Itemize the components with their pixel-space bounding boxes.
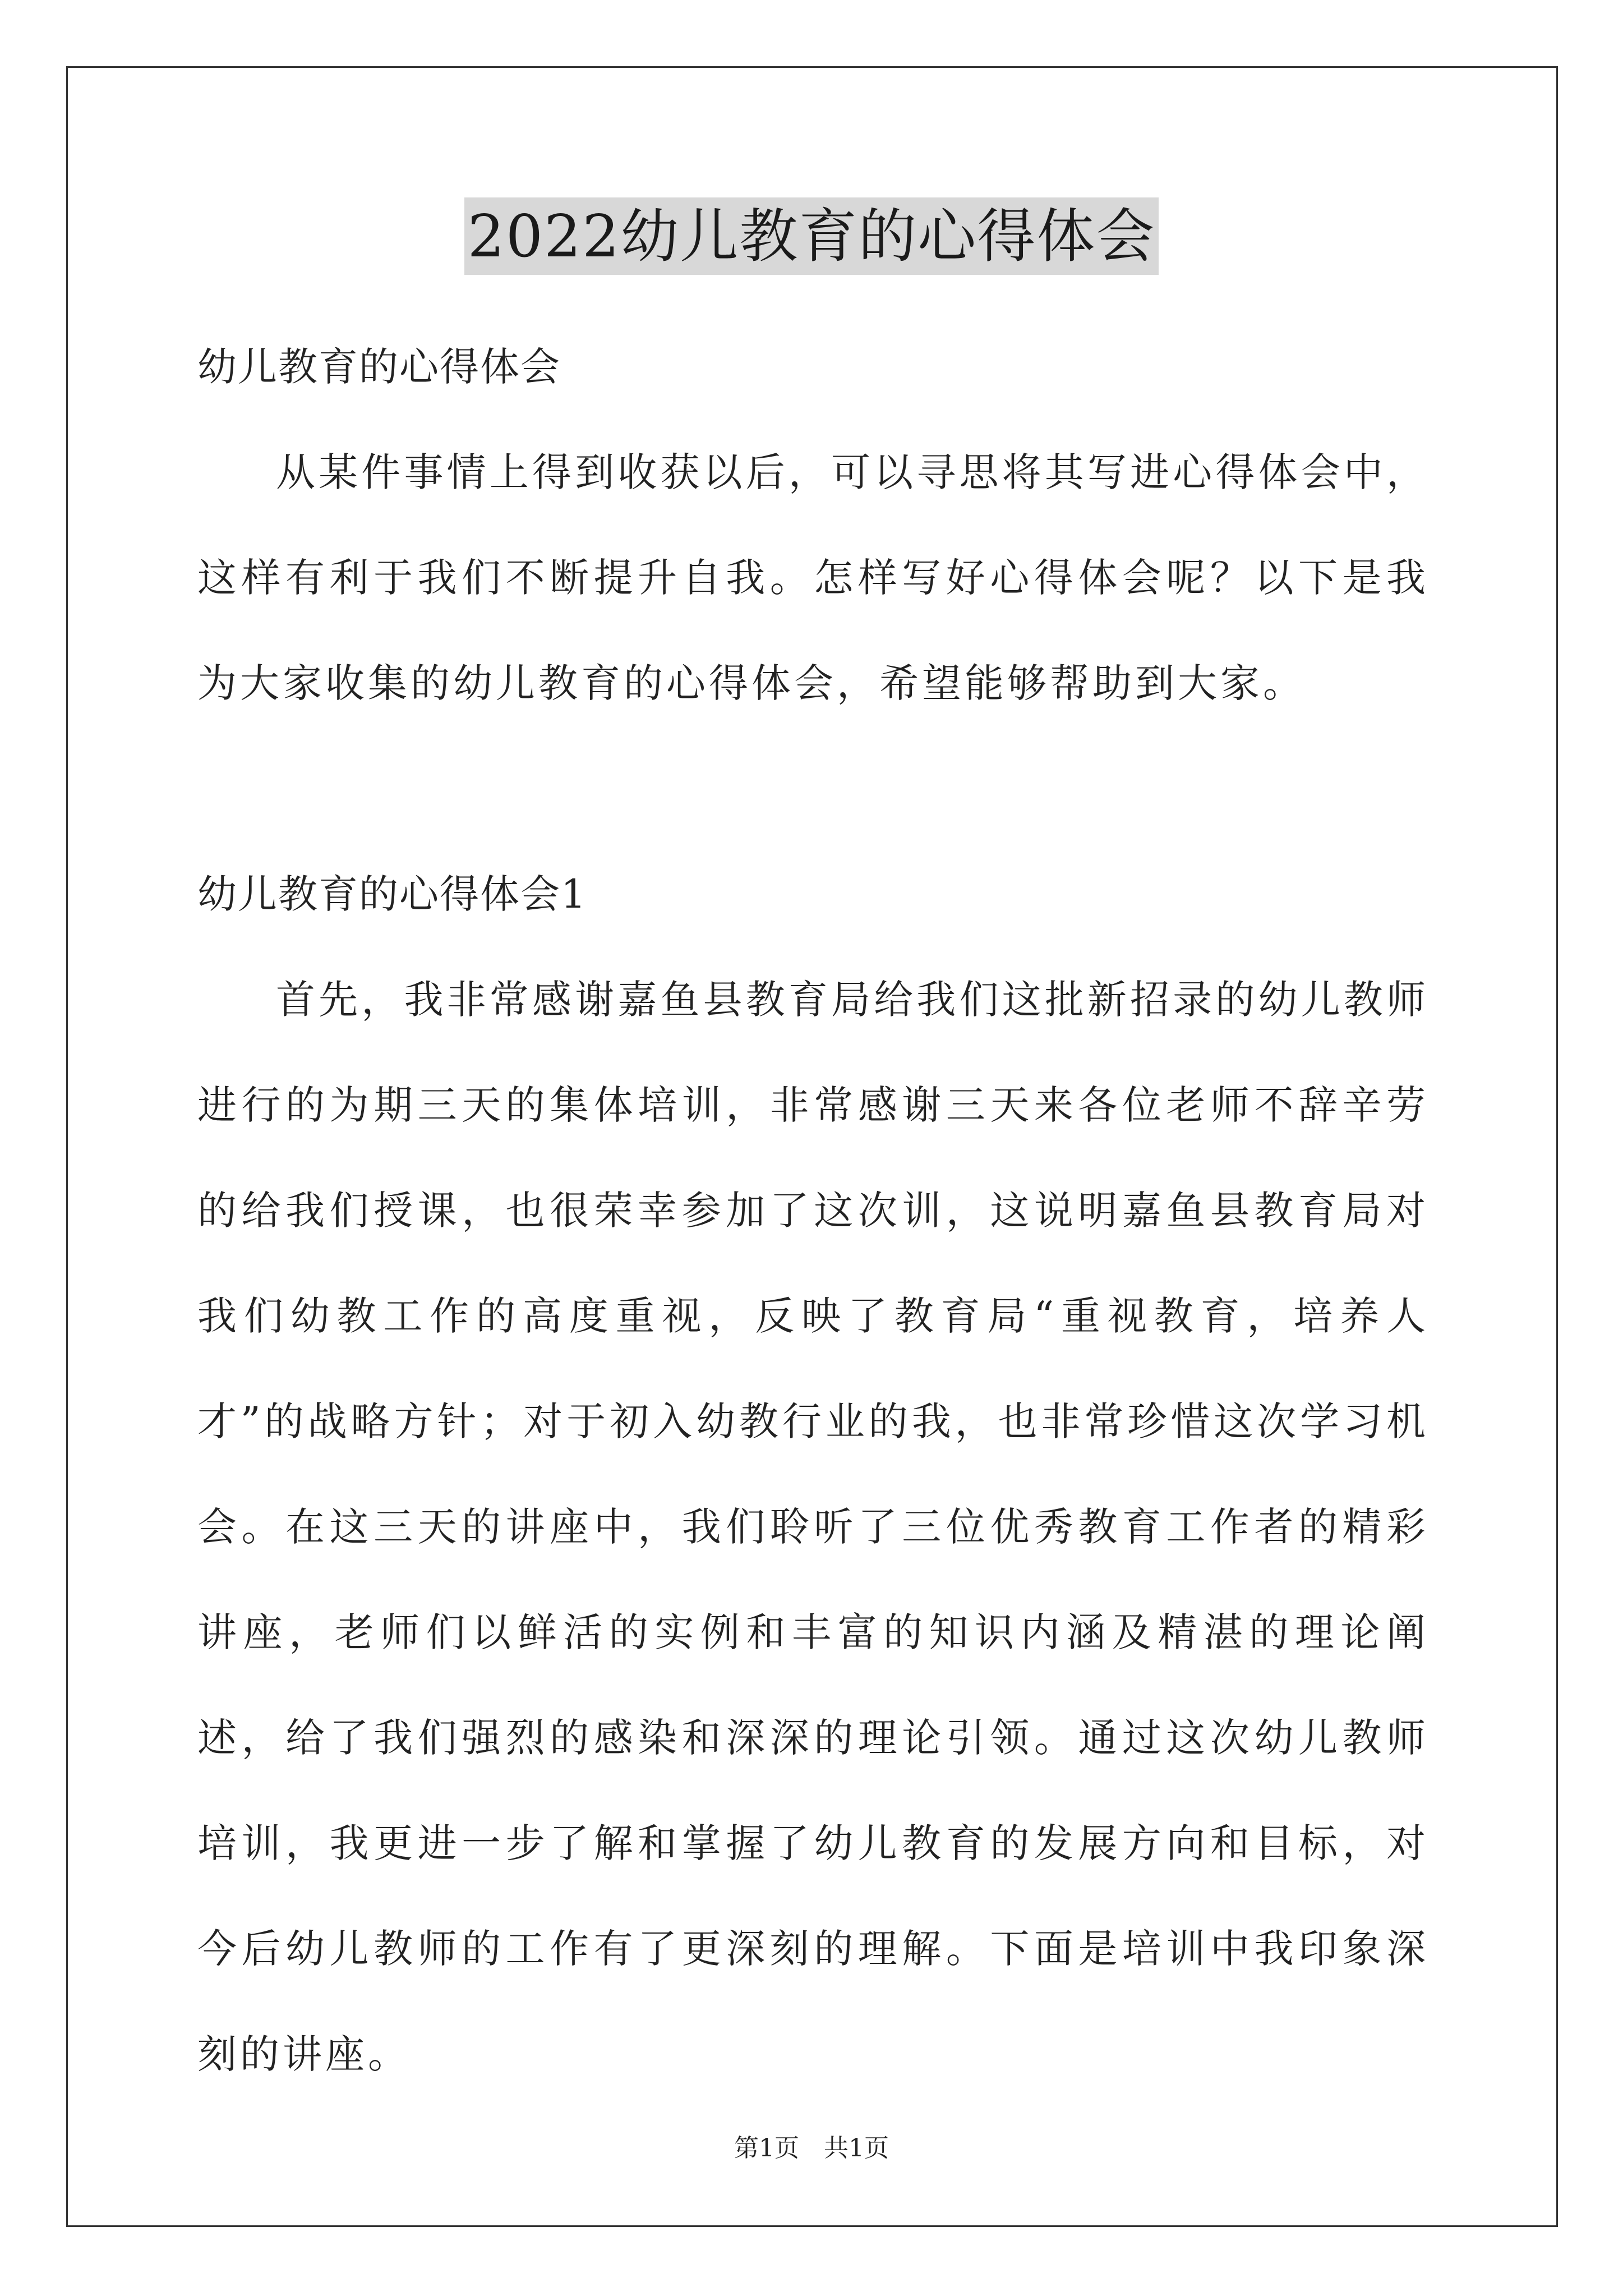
title-container — [0, 197, 1623, 275]
section-spacer — [197, 736, 1429, 841]
document-title: 2022幼儿教育的心得体会 — [464, 197, 1159, 275]
section-1-paragraph: 首先，我非常感谢嘉鱼县教育局给我们这批新招录的幼儿教师进行的为期三天的集体培训，非常感谢三天来各位老师不辞辛劳的给我们授课，也很荣幸参加了这次训，这说明嘉鱼县教育局对我们幼教工作的高度重视，反映了教育局“重视教育，培养人才”的战略方针；对于初入幼教行业的我，也非常珍惜这次学习机会。在这三天的讲座中，我们聆听了三位优秀教育工作者的精彩讲座，老师们以鲜活的实例和丰富的知识内涵及精湛的理论阐述，给了我们强烈的感染和深深的理论引领。通过这次幼儿教师培训，我更进一步了解和掌握了幼儿教育的发展方向和目标，对今后幼儿教师的工作有了更深刻的理解。下面是培训中我印象深刻的讲座。 — [197, 977, 1429, 2077]
document-body — [197, 314, 1429, 2107]
section-heading-1: 幼儿教育的心得体会1 — [197, 871, 587, 917]
page-footer: 第1页 共1页 — [734, 2134, 889, 2162]
intro-paragraph: 从某件事情上得到收获以后，可以寻思将其写进心得体会中，这样有利于我们不断提升自我。怎样写好心得体会呢？以下是我为大家收集的幼儿教育的心得体会，希望能够帮助到大家。 — [197, 449, 1429, 706]
section-heading-intro: 幼儿教育的心得体会 — [197, 344, 561, 390]
